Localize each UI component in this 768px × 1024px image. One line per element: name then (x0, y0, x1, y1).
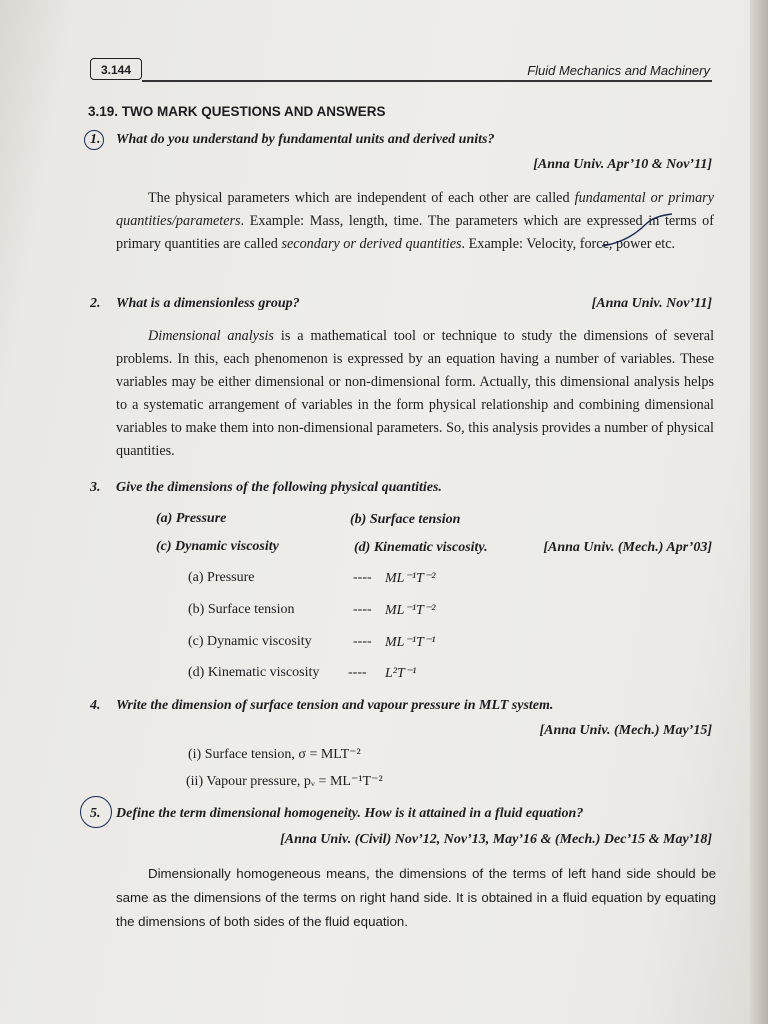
q3-answer-label-c: (c) Dynamic viscosity (188, 634, 312, 649)
q5-reference: [Anna Univ. (Civil) Nov’12, Nov’13, May’16 & (Mech.) Dec’15 & May’18] (280, 832, 712, 847)
q4-answer-i: (i) Surface tension, σ = MLT⁻² (188, 747, 361, 762)
q3-answer-label-a: (a) Pressure (188, 570, 255, 585)
q3-answer-label-d: (d) Kinematic viscosity (188, 665, 320, 680)
book-title: Fluid Mechanics and Machinery (527, 63, 710, 78)
q4-question: Write the dimension of surface tension and vapour pressure in MLT system. (116, 698, 554, 713)
page-edge-shadow (750, 0, 768, 1024)
pen-strike-mark (598, 212, 678, 252)
q3-answer-value-b: ML⁻¹T⁻² (385, 603, 436, 618)
q3-item-c: (c) Dynamic viscosity (156, 539, 279, 554)
q4-answer-ii: (ii) Vapour pressure, pᵥ = ML⁻¹T⁻² (186, 774, 383, 789)
q1-number: 1. (90, 132, 101, 147)
q3-answer-sep-d: ---- (348, 665, 367, 680)
q3-answer-sep-c: ---- (353, 634, 372, 649)
q3-answer-value-a: ML⁻¹T⁻² (385, 571, 436, 586)
q1-reference: [Anna Univ. Apr’10 & Nov’11] (533, 157, 712, 172)
q3-answer-value-d: L²T⁻¹ (385, 666, 417, 681)
q5-answer: Dimensionally homogeneous means, the dimensions of the terms of left hand side should be same as the dimensions of the terms on right hand side. It is obtained in a fluid equation by equating the dimensions of both sides of the fluid equation. (116, 866, 716, 929)
q3-answer-sep-a: ---- (353, 570, 372, 585)
q3-answer-label-b: (b) Surface tension (188, 602, 295, 617)
q1-answer: The physical parameters which are independent of each other are called fundamental or primary quantities/parameters. Example: Mass, length, time. The parameters which are expressed in terms of primary quantities are called secondary or derived quantities. Example: Velocity, force, power etc. (116, 190, 714, 252)
q4-reference: [Anna Univ. (Mech.) May’15] (539, 723, 712, 738)
q5-question: Define the term dimensional homogeneity. How is it attained in a fluid equation? (116, 806, 584, 821)
q3-item-d: (d) Kinematic viscosity. (354, 540, 488, 555)
q2-number: 2. (90, 296, 101, 311)
q3-question: Give the dimensions of the following physical quantities. (116, 480, 442, 495)
q3-reference: [Anna Univ. (Mech.) Apr’03] (543, 540, 712, 555)
q3-number: 3. (90, 480, 101, 495)
q3-item-a: (a) Pressure (156, 511, 227, 526)
q4-number: 4. (90, 698, 101, 713)
q2-reference: [Anna Univ. Nov’11] (591, 296, 712, 311)
q5-number: 5. (90, 806, 101, 821)
q3-answer-sep-b: ---- (353, 602, 372, 617)
q3-answer-value-c: ML⁻¹T⁻¹ (385, 635, 436, 650)
header-rule (142, 80, 712, 82)
q3-item-b: (b) Surface tension (350, 512, 461, 527)
q2-question: What is a dimensionless group? (116, 296, 300, 311)
section-title: 3.19. TWO MARK QUESTIONS AND ANSWERS (88, 104, 386, 119)
q2-answer: Dimensional analysis is a mathematical tool or technique to study the dimensions of several problems. In this, each phenomenon is expressed by an equation having a number of variables. These variables may be either dimensional or non-dimensional form. Actually, this dimensional analysis helps to a systematic arrangement of variables in the form physical relationship and combining dimensional variables to make them into non-dimensional parameters. So, this analysis provides a number of physical quantities. (116, 328, 715, 459)
q1-question: What do you understand by fundamental units and derived units? (116, 132, 495, 147)
page-number: 3.144 (90, 58, 142, 80)
